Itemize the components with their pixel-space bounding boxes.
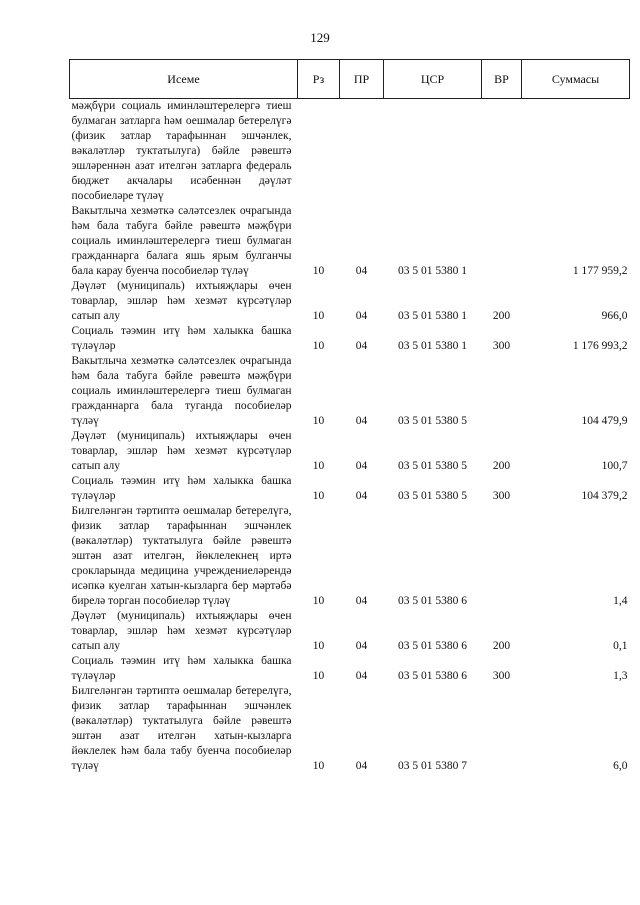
column-header-name: Исеме	[70, 60, 298, 99]
table-row	[70, 204, 630, 279]
row-name: Вакытлыча хезмәткә сәләтсезлек очрагында һәм бала табуга бәйле рәвештә мәҗбүри социаль иминләштерелергә тиеш булмаган гражданнарга балага яшь ярым булганчы бала карау буенча пособиеләр түләү	[71, 205, 292, 277]
row-sum: 1 177 959,2	[572, 265, 628, 277]
column-header-sum: Суммасы	[522, 60, 630, 99]
row-rz: 10	[312, 760, 325, 772]
row-pr	[340, 99, 384, 205]
row-vr	[482, 354, 522, 429]
row-vr: 200	[492, 460, 511, 472]
row-name: Социаль тәэмин итү һәм халыкка башка түләүләр	[71, 475, 292, 502]
row-sum: 1 176 993,2	[572, 340, 628, 352]
table-body	[70, 99, 630, 775]
row-pr: 04	[355, 340, 368, 352]
row-csr: 03 5 01 5380 6	[398, 595, 467, 607]
column-header-vr: ВР	[482, 60, 522, 99]
row-vr	[482, 684, 522, 774]
column-header-pr: ПР	[340, 60, 384, 99]
row-pr: 04	[355, 490, 368, 502]
column-header-csr: ЦСР	[384, 60, 482, 99]
row-pr: 04	[355, 460, 368, 472]
row-sum: 104 379,2	[581, 490, 628, 502]
row-csr	[384, 99, 482, 205]
row-sum: 100,7	[601, 460, 628, 472]
table-row	[70, 279, 630, 324]
row-vr: 300	[492, 340, 511, 352]
row-csr: 03 5 01 5380 6	[398, 670, 467, 682]
table-row	[70, 504, 630, 609]
column-header-rz: Рз	[298, 60, 340, 99]
row-sum: 1,4	[613, 595, 628, 607]
table-row	[70, 324, 630, 354]
row-csr: 03 5 01 5380 1	[398, 340, 467, 352]
row-rz	[298, 99, 340, 205]
row-rz: 10	[312, 340, 325, 352]
row-csr: 03 5 01 5380 5	[398, 460, 467, 472]
page-number: 129	[310, 30, 330, 45]
row-rz: 10	[312, 640, 325, 652]
row-rz: 10	[312, 265, 325, 277]
row-vr: 300	[492, 670, 511, 682]
row-rz: 10	[312, 490, 325, 502]
row-name: Вакытлыча хезмәткә сәләтсезлек очрагында һәм бала табуга бәйле рәвештә мәҗбүри социаль иминләштерелергә тиеш булмаган гражданнарга бала туганда пособиеләр түләү	[71, 355, 292, 427]
table-row	[70, 429, 630, 474]
row-csr: 03 5 01 5380 1	[398, 265, 467, 277]
row-vr	[482, 204, 522, 279]
row-sum: 0,1	[613, 640, 628, 652]
row-rz: 10	[312, 595, 325, 607]
row-pr: 04	[355, 670, 368, 682]
row-vr	[482, 504, 522, 609]
row-name: Дәүләт (муниципаль) ихтыяҗлары өчен товарлар, эшләр һәм хезмәт күрсәтүләр сатып алу	[71, 280, 292, 322]
row-rz: 10	[312, 670, 325, 682]
row-rz: 10	[312, 415, 325, 427]
table-row	[70, 684, 630, 774]
table-row	[70, 99, 630, 205]
row-rz: 10	[312, 310, 325, 322]
row-vr: 300	[492, 490, 511, 502]
row-name: Дәүләт (муниципаль) ихтыяҗлары өчен товарлар, эшләр һәм хезмәт күрсәтүләр сатып алу	[71, 430, 292, 472]
row-rz: 10	[312, 460, 325, 472]
row-vr: 200	[492, 310, 511, 322]
row-name: мәҗбүри социаль иминләштерелергә тиеш булмаган затларга һәм оешмалар бетерелүгә (физик затлар тарафыннан эшчәнлек, вәкаләтләр туктатылуга) бәйле рәвештә эшләреннән азат ителгән затларга федераль бюджет акчалары исәбеннән дәүләт пособиеләре түләү	[71, 100, 292, 202]
row-pr: 04	[355, 595, 368, 607]
row-pr: 04	[355, 415, 368, 427]
row-csr: 03 5 01 5380 5	[398, 415, 467, 427]
row-csr: 03 5 01 5380 1	[398, 310, 467, 322]
row-sum: 104 479,9	[581, 415, 628, 427]
row-csr: 03 5 01 5380 5	[398, 490, 467, 502]
row-sum: 966,0	[601, 310, 628, 322]
row-pr: 04	[355, 760, 368, 772]
row-name: Социаль тәэмин итү һәм халыкка башка түләүләр	[71, 655, 292, 682]
row-name: Социаль тәэмин итү һәм халыкка башка түләүләр	[71, 325, 292, 352]
row-name: Дәүләт (муниципаль) ихтыяҗлары өчен товарлар, эшләр һәм хезмәт күрсәтүләр сатып алу	[71, 610, 292, 652]
row-vr	[482, 99, 522, 205]
row-csr: 03 5 01 5380 7	[398, 760, 467, 772]
header-row	[70, 60, 630, 99]
table-row	[70, 609, 630, 654]
row-sum: 1,3	[613, 670, 628, 682]
row-pr: 04	[355, 310, 368, 322]
row-name: Билгеләнгән тәртиптә оешмалар бетерелүгә, физик затлар тарафыннан эшчәнлек (вәкаләтләр) туктатылуга бәйле рәвештә эштән азат ителгән хатын-кызларга йөклелек һәм бала табу буенча пособиеләр түләү	[71, 685, 292, 772]
row-sum	[522, 99, 630, 205]
table-row	[70, 354, 630, 429]
row-pr: 04	[355, 640, 368, 652]
table-header	[70, 60, 630, 99]
row-sum: 6,0	[613, 760, 628, 772]
budget-table	[69, 59, 630, 774]
row-pr: 04	[355, 265, 368, 277]
row-csr: 03 5 01 5380 6	[398, 640, 467, 652]
row-vr: 200	[492, 640, 511, 652]
table-row	[70, 474, 630, 504]
table-row	[70, 654, 630, 684]
row-name: Билгеләнгән тәртиптә оешмалар бетерелүгә, физик затлар тарафыннан эшчәнлек (вәкаләтләр) туктатылуга бәйле рәвештә эштән азат ителгән, йөклелекнең иртә срокларында медицина учреждениеләрендә исәпкә куелган хатын-кызларга бер мәртәбә бирелә торган пособиеләр түләү	[71, 505, 292, 607]
